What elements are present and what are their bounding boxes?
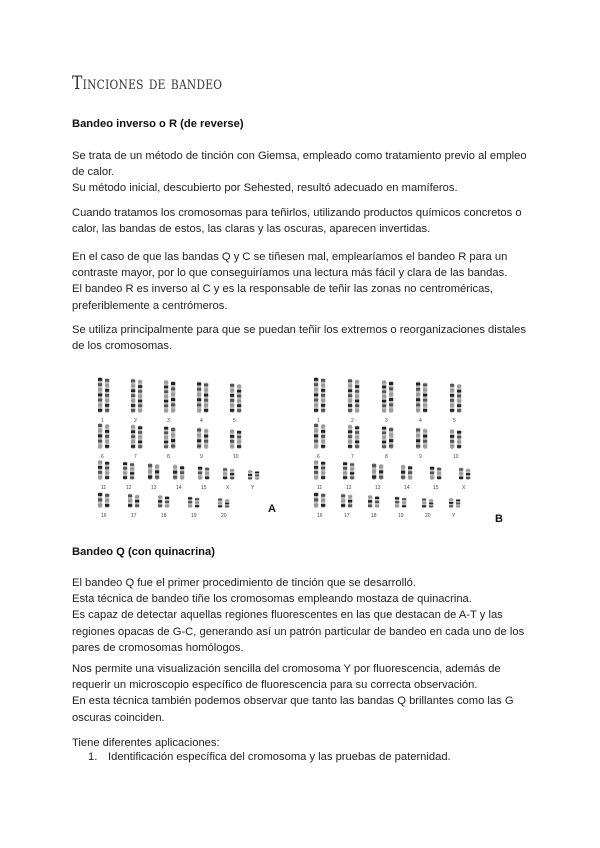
text-line: En esta técnica también podemos observar que tanto las bandas Q brillantes como las G xyxy=(72,695,514,708)
section-heading-q: Bandeo Q (con quinacrina) xyxy=(72,546,215,558)
text-line: Tiene diferentes aplicaciones: xyxy=(72,737,220,749)
paragraph-r-3 xyxy=(72,249,528,314)
chromosome-number: 11 xyxy=(317,485,323,491)
chromosome-pair xyxy=(416,428,427,450)
chromosome-number: 17 xyxy=(344,513,350,519)
chromosome-number: 18 xyxy=(161,513,167,519)
chromosome-pair xyxy=(459,468,470,481)
chromosome-number: 19 xyxy=(398,513,404,519)
chromosome-pair xyxy=(372,463,383,480)
text-line: regiones opacas de G-C, generando así un patrón particular de bandeo en cada uno de los xyxy=(72,625,525,638)
karyotype-figure xyxy=(92,365,512,530)
list-text: Identificación específica del cromosoma y las pruebas de paternidad. xyxy=(108,751,451,763)
chromosome-number: 1 xyxy=(101,418,104,424)
chromosome-pair xyxy=(416,382,427,414)
chromosome-pair xyxy=(314,492,325,508)
text-line: Esta técnica de bandeo tiñe los cromosomas empleando mostaza de quinacrina. xyxy=(72,593,472,606)
chromosome-number: 4 xyxy=(419,418,422,424)
chromosome-pair xyxy=(164,380,175,413)
chromosome-number: 3 xyxy=(167,418,170,424)
chromosome-number: 19 xyxy=(191,513,197,519)
chromosome-number: 14 xyxy=(404,485,410,491)
chromosome-number: 17 xyxy=(131,513,137,519)
chromosome-number: 6 xyxy=(101,454,104,460)
chromosome-number: 7 xyxy=(134,454,137,460)
paragraph-r-1 xyxy=(72,148,528,197)
chromosome-pair xyxy=(164,426,175,449)
chromosome-number: 5 xyxy=(233,418,236,424)
chromosome-pair xyxy=(131,379,142,414)
text-line: requerir un microscopio específico de fluorescencia para su correcta observación. xyxy=(72,679,478,692)
paragraph-q-3 xyxy=(72,735,528,751)
text-line: El bandeo Q fue el primer procedimiento de tinción que se desarrolló. xyxy=(72,577,416,589)
chromosome-number: 20 xyxy=(425,513,431,519)
chromosome-pair xyxy=(197,382,208,414)
figure-label-b: B xyxy=(495,513,503,525)
chromosome-pair xyxy=(314,423,325,449)
chromosome-pair xyxy=(128,494,139,509)
chromosome-number: 12 xyxy=(126,485,132,491)
chromosome-number: 7 xyxy=(351,454,354,460)
chromosome-number: 10 xyxy=(233,454,239,460)
chromosome-number: 15 xyxy=(433,485,439,491)
chromosome-number: 13 xyxy=(151,485,157,491)
chromosome-number: 2 xyxy=(351,418,354,424)
chromosome-pair xyxy=(341,494,352,509)
chromosome-pair xyxy=(223,468,234,481)
chromosome-pair xyxy=(198,466,209,480)
text-line: preferiblemente a centrómeros. xyxy=(72,299,228,312)
chromosome-number: 12 xyxy=(346,485,352,491)
chromosome-pair xyxy=(430,466,441,480)
chromosome-number: 5 xyxy=(453,418,456,424)
chromosome-number: 15 xyxy=(201,485,207,491)
chromosome-pair xyxy=(98,492,109,508)
paragraph-r-2 xyxy=(72,205,528,237)
chromosome-pair xyxy=(148,463,159,480)
paragraph-r-4 xyxy=(72,322,528,354)
chromosome-number: Y xyxy=(251,485,255,491)
text-line: contraste mayor, por lo que conseguiríamos una lectura más fácil y clara de las bandas. xyxy=(72,267,508,280)
chromosome-pair xyxy=(248,470,259,480)
paragraph-q-2 xyxy=(72,661,528,726)
chromosome-pair xyxy=(422,498,433,508)
chromosome-pair xyxy=(368,495,379,508)
chromosome-pair xyxy=(123,462,134,481)
chromosome-pair xyxy=(158,495,169,508)
chromosome-pair xyxy=(98,377,109,413)
chromosome-number: 9 xyxy=(200,454,203,460)
chromosome-number: 6 xyxy=(317,454,320,460)
chromosome-pair xyxy=(98,460,109,480)
chromosome-pair xyxy=(401,465,412,481)
chromosome-number: 20 xyxy=(221,513,227,519)
chromosome-number: Y xyxy=(452,513,456,519)
chromosome-pair xyxy=(395,497,406,509)
text-line: de calor. xyxy=(72,166,115,179)
chromosome-pair xyxy=(348,379,359,414)
section-heading-r: Bandeo inverso o R (de reverse) xyxy=(72,118,244,130)
chromosome-pair xyxy=(230,429,241,449)
text-line: Se trata de un método de tinción con Giemsa, empleado como tratamiento previo al empleo xyxy=(72,150,527,162)
chromosome-number: 16 xyxy=(317,513,323,519)
chromosome-number: 11 xyxy=(101,485,107,491)
chromosome-pair xyxy=(343,462,354,481)
chromosome-pair xyxy=(188,497,199,509)
text-line: Se utiliza principalmente para que se puedan teñir los extremos o reorganizaciones distales xyxy=(72,324,526,336)
chromosome-pair xyxy=(173,465,184,481)
chromosome-pair xyxy=(230,383,241,413)
chromosome-number: 8 xyxy=(385,454,388,460)
chromosome-number: 18 xyxy=(371,513,377,519)
page-title: Tinciones de bandeo xyxy=(72,72,223,94)
list-item xyxy=(88,751,451,763)
chromosome-pair xyxy=(450,383,461,413)
applications-list xyxy=(88,751,451,763)
chromosome-pair xyxy=(218,498,229,508)
paragraph-q-1 xyxy=(72,575,528,656)
figure-label-a: A xyxy=(268,503,276,515)
chromosome-number: 14 xyxy=(176,485,182,491)
chromosome-number: 10 xyxy=(453,454,459,460)
chromosome-number: X xyxy=(226,485,230,491)
text-line: calor, las bandas de estos, las claras y las oscuras, aparecen invertidas. xyxy=(72,223,431,236)
text-line: Nos permite una visualización sencilla del cromosoma Y por fluorescencia, además de xyxy=(72,663,501,675)
text-line: oscuras coinciden. xyxy=(72,711,165,724)
text-line: Es capaz de detectar aquellas regiones fluorescentes en las que destacan de A-T y las xyxy=(72,609,503,622)
chromosome-pair xyxy=(131,425,142,450)
text-line: Su método inicial, descubierto por Sehested, resultó adecuado en mamíferos. xyxy=(72,182,458,195)
chromosome-pair xyxy=(314,377,325,413)
text-line: El bandeo R es inverso al C y es la responsable de teñir las zonas no centroméricas, xyxy=(72,283,493,296)
chromosome-pair xyxy=(449,498,460,508)
chromosome-number: 9 xyxy=(419,454,422,460)
chromosome-pair xyxy=(450,429,461,449)
chromosome-number: 13 xyxy=(375,485,381,491)
chromosome-number: 8 xyxy=(167,454,170,460)
chromosome-pair xyxy=(98,423,109,449)
chromosome-pair xyxy=(197,428,208,450)
chromosome-number: 16 xyxy=(101,513,107,519)
text-line: Cuando tratamos los cromosomas para teñirlos, utilizando productos químicos concretos o xyxy=(72,207,522,219)
chromosome-number: 2 xyxy=(134,418,137,424)
chromosome-pair xyxy=(382,426,393,449)
chromosome-number: X xyxy=(462,485,466,491)
chromosome-pair xyxy=(314,460,325,480)
chromosome-number: 4 xyxy=(200,418,203,424)
text-line: En el caso de que las bandas Q y C se tiñesen mal, emplearíamos el bandeo R para un xyxy=(72,251,508,263)
chromosome-pair xyxy=(348,425,359,450)
list-number: 1. xyxy=(88,751,98,763)
text-line: de los cromosomas. xyxy=(72,340,173,353)
karyotype-image xyxy=(92,365,512,530)
chromosome-number: 3 xyxy=(385,418,388,424)
chromosome-number: 1 xyxy=(317,418,320,424)
chromosome-pair xyxy=(382,380,393,413)
text-line: pares de cromosomas homólogos. xyxy=(72,641,244,654)
